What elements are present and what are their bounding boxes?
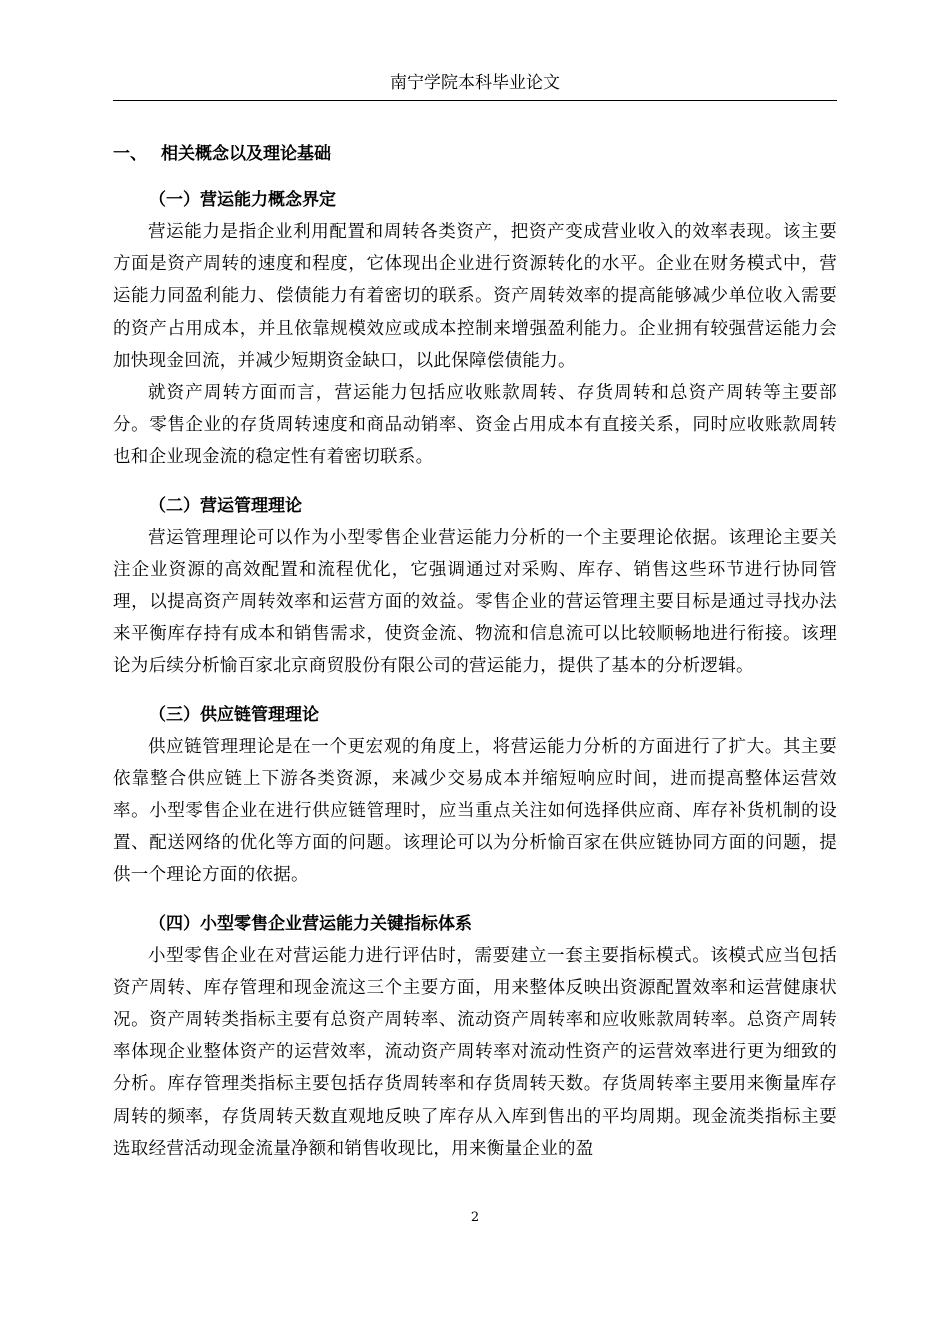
- section-spacer: [113, 474, 837, 490]
- paragraph: 营运能力是指企业利用配置和周转各类资产，把资产变成营业收入的效率表现。该主要方面是资产周转的速度和程度，它体现出企业进行资源转化的水平。企业在财务模式中，营运能力同盈利能力、偿债能力有着密切的联系。资产周转效率的提高能够减少单位收入需要的资产占用成本，并且依靠规模效应或成本控制来增强盈利能力。企业拥有较强营运能力会加快现金回流，并减少短期资金缺口，以此保障偿债能力。: [113, 222, 837, 371]
- section-spacer: [113, 892, 837, 908]
- paragraph: 供应链管理理论是在一个更宏观的角度上，将营运能力分析的方面进行了扩大。其主要依靠整合供应链上下游各类资源，来减少交易成本并缩短响应时间，进而提高整体运营效率。小型零售企业在进行供应链管理时，应当重点关注如何选择供应商、库存补货机制的设置、配送网络的优化等方面的问题。该理论可以为分析愉百家在供应链协同方面的问题，提供一个理论方面的依据。: [113, 736, 837, 886]
- paragraph: 营运管理理论可以作为小型零售企业营运能力分析的一个主要理论依据。该理论主要关注企业资源的高效配置和流程优化，它强调通过对采购、库存、销售这些环节进行协同管理，以提高资产周转效率和运营方面的效益。零售企业的营运管理主要目标是通过寻找办法来平衡库存持有成本和销售需求，使资金流、物流和信息流可以比较顺畅地进行衔接。该理论为后续分析愉百家北京商贸股份有限公司的营运能力，提供了基本的分析逻辑。: [113, 527, 837, 677]
- chapter-heading: [113, 138, 837, 170]
- section-heading: （二）营运管理理论: [149, 495, 302, 516]
- section-heading: （四）小型零售企业营运能力关键指标体系: [149, 913, 472, 934]
- running-header: 南宁学院本科毕业论文: [390, 73, 560, 93]
- chapter-title: 相关概念以及理论基础: [161, 144, 331, 164]
- paragraph: 就资产周转方面而言，营运能力包括应收账款周转、存货周转和总资产周转等主要部分。零售企业的存货周转速度和商品动销率、资金占用成本有直接关系，同时应收账款周转也和企业现金流的稳定性有着密切联系。: [113, 383, 837, 468]
- paragraph: 小型零售企业在对营运能力进行评估时，需要建立一套主要指标模式。该模式应当包括资产周转、库存管理和现金流这三个主要方面，用来整体反映出资源配置效率和运营健康状况。资产周转类指标主要有总资产周转率、流动资产周转率和应收账款周转率。总资产周转率体现企业整体资产的运营效率，流动资产周转率对流动性资产的运营效率进行更为细致的分析。库存管理类指标主要包括存货周转率和存货周转天数。存货周转率主要用来衡量库存周转的频率，存货周转天数直观地反映了库存从入库到售出的平均周期。现金流类指标主要选取经营活动现金流量净额和销售收现比，用来衡量企业的盈: [113, 945, 837, 1159]
- section-spacer: [113, 683, 837, 699]
- section-heading: （三）供应链管理理论: [149, 704, 319, 725]
- chapter-number: 一、: [113, 144, 147, 164]
- section-heading: （一）营运能力概念界定: [149, 190, 336, 210]
- header-rule: [113, 100, 837, 101]
- page-body: [113, 138, 837, 1165]
- page-number: 2: [470, 1210, 480, 1225]
